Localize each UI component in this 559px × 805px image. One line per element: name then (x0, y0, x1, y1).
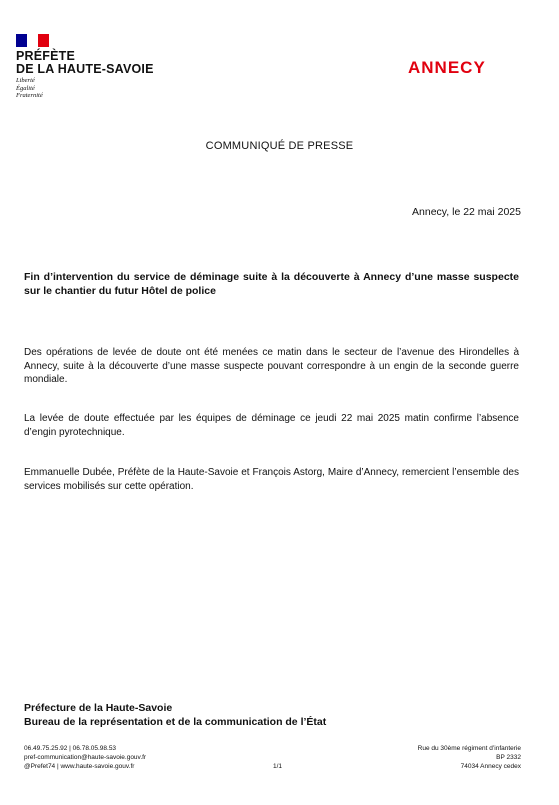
page-number: 1/1 (273, 763, 283, 770)
prefecture-name-line1: PRÉFÈTE (16, 49, 76, 63)
footer-address-line2: BP 2332 (496, 754, 521, 761)
motto-fraternite: Fraternité (16, 92, 43, 99)
footer-address-line1: Rue du 30ème régiment d’infanterie (417, 745, 521, 752)
prefecture-name (16, 50, 154, 76)
republic-motto (16, 77, 43, 100)
prefecture-logo (16, 34, 166, 114)
dateline: Annecy, le 22 mai 2025 (412, 206, 521, 218)
press-release-heading: COMMUNIQUÉ DE PRESSE (205, 140, 354, 152)
press-release-title: Fin d’intervention du service de déminage suite à la découverte à Annecy d’une masse suspecte sur le chantier du futur Hôtel de police (24, 271, 519, 297)
footer-social-web[interactable]: @Prefet74 | www.haute-savoie.gouv.fr (24, 763, 135, 770)
annecy-logo: ANNECY (408, 58, 486, 77)
footer-organization (24, 702, 326, 729)
footer-address (418, 744, 521, 771)
motto-egalite: Égalité (16, 84, 35, 92)
footer-contact (24, 744, 146, 771)
body-paragraph: La levée de doute effectuée par les équipes de déminage ce jeudi 22 mai 2025 matin confirme l’absence d’engin pyrotechnique. (24, 413, 519, 438)
footer-email[interactable]: pref-communication@haute-savoie.gouv.fr (24, 754, 147, 761)
marianne-flag-icon (16, 34, 49, 47)
prefecture-name-line2: DE LA HAUTE-SAVOIE (16, 62, 154, 76)
footer-address-line3: 74034 Annecy cedex (460, 763, 521, 770)
body-paragraph: Emmanuelle Dubée, Préfète de la Haute-Savoie et François Astorg, Maire d’Annecy, remercient l’ensemble des services mobilisés sur cette opération. (24, 467, 519, 492)
footer-org-line2: Bureau de la représentation et de la communication de l’État (24, 715, 327, 728)
motto-liberte: Liberté (16, 77, 35, 84)
footer-org-line1: Préfecture de la Haute-Savoie (24, 702, 173, 714)
footer-phones: 06.49.75.25.92 | 06.78.05.98.53 (24, 745, 117, 752)
body-paragraph: Des opérations de levée de doute ont été menées ce matin dans le secteur de l’avenue des Hirondelles à Annecy, suite à la découverte d’une masse suspecte pouvant correspondre à un engin de la seconde guerre mondiale. (24, 347, 519, 385)
